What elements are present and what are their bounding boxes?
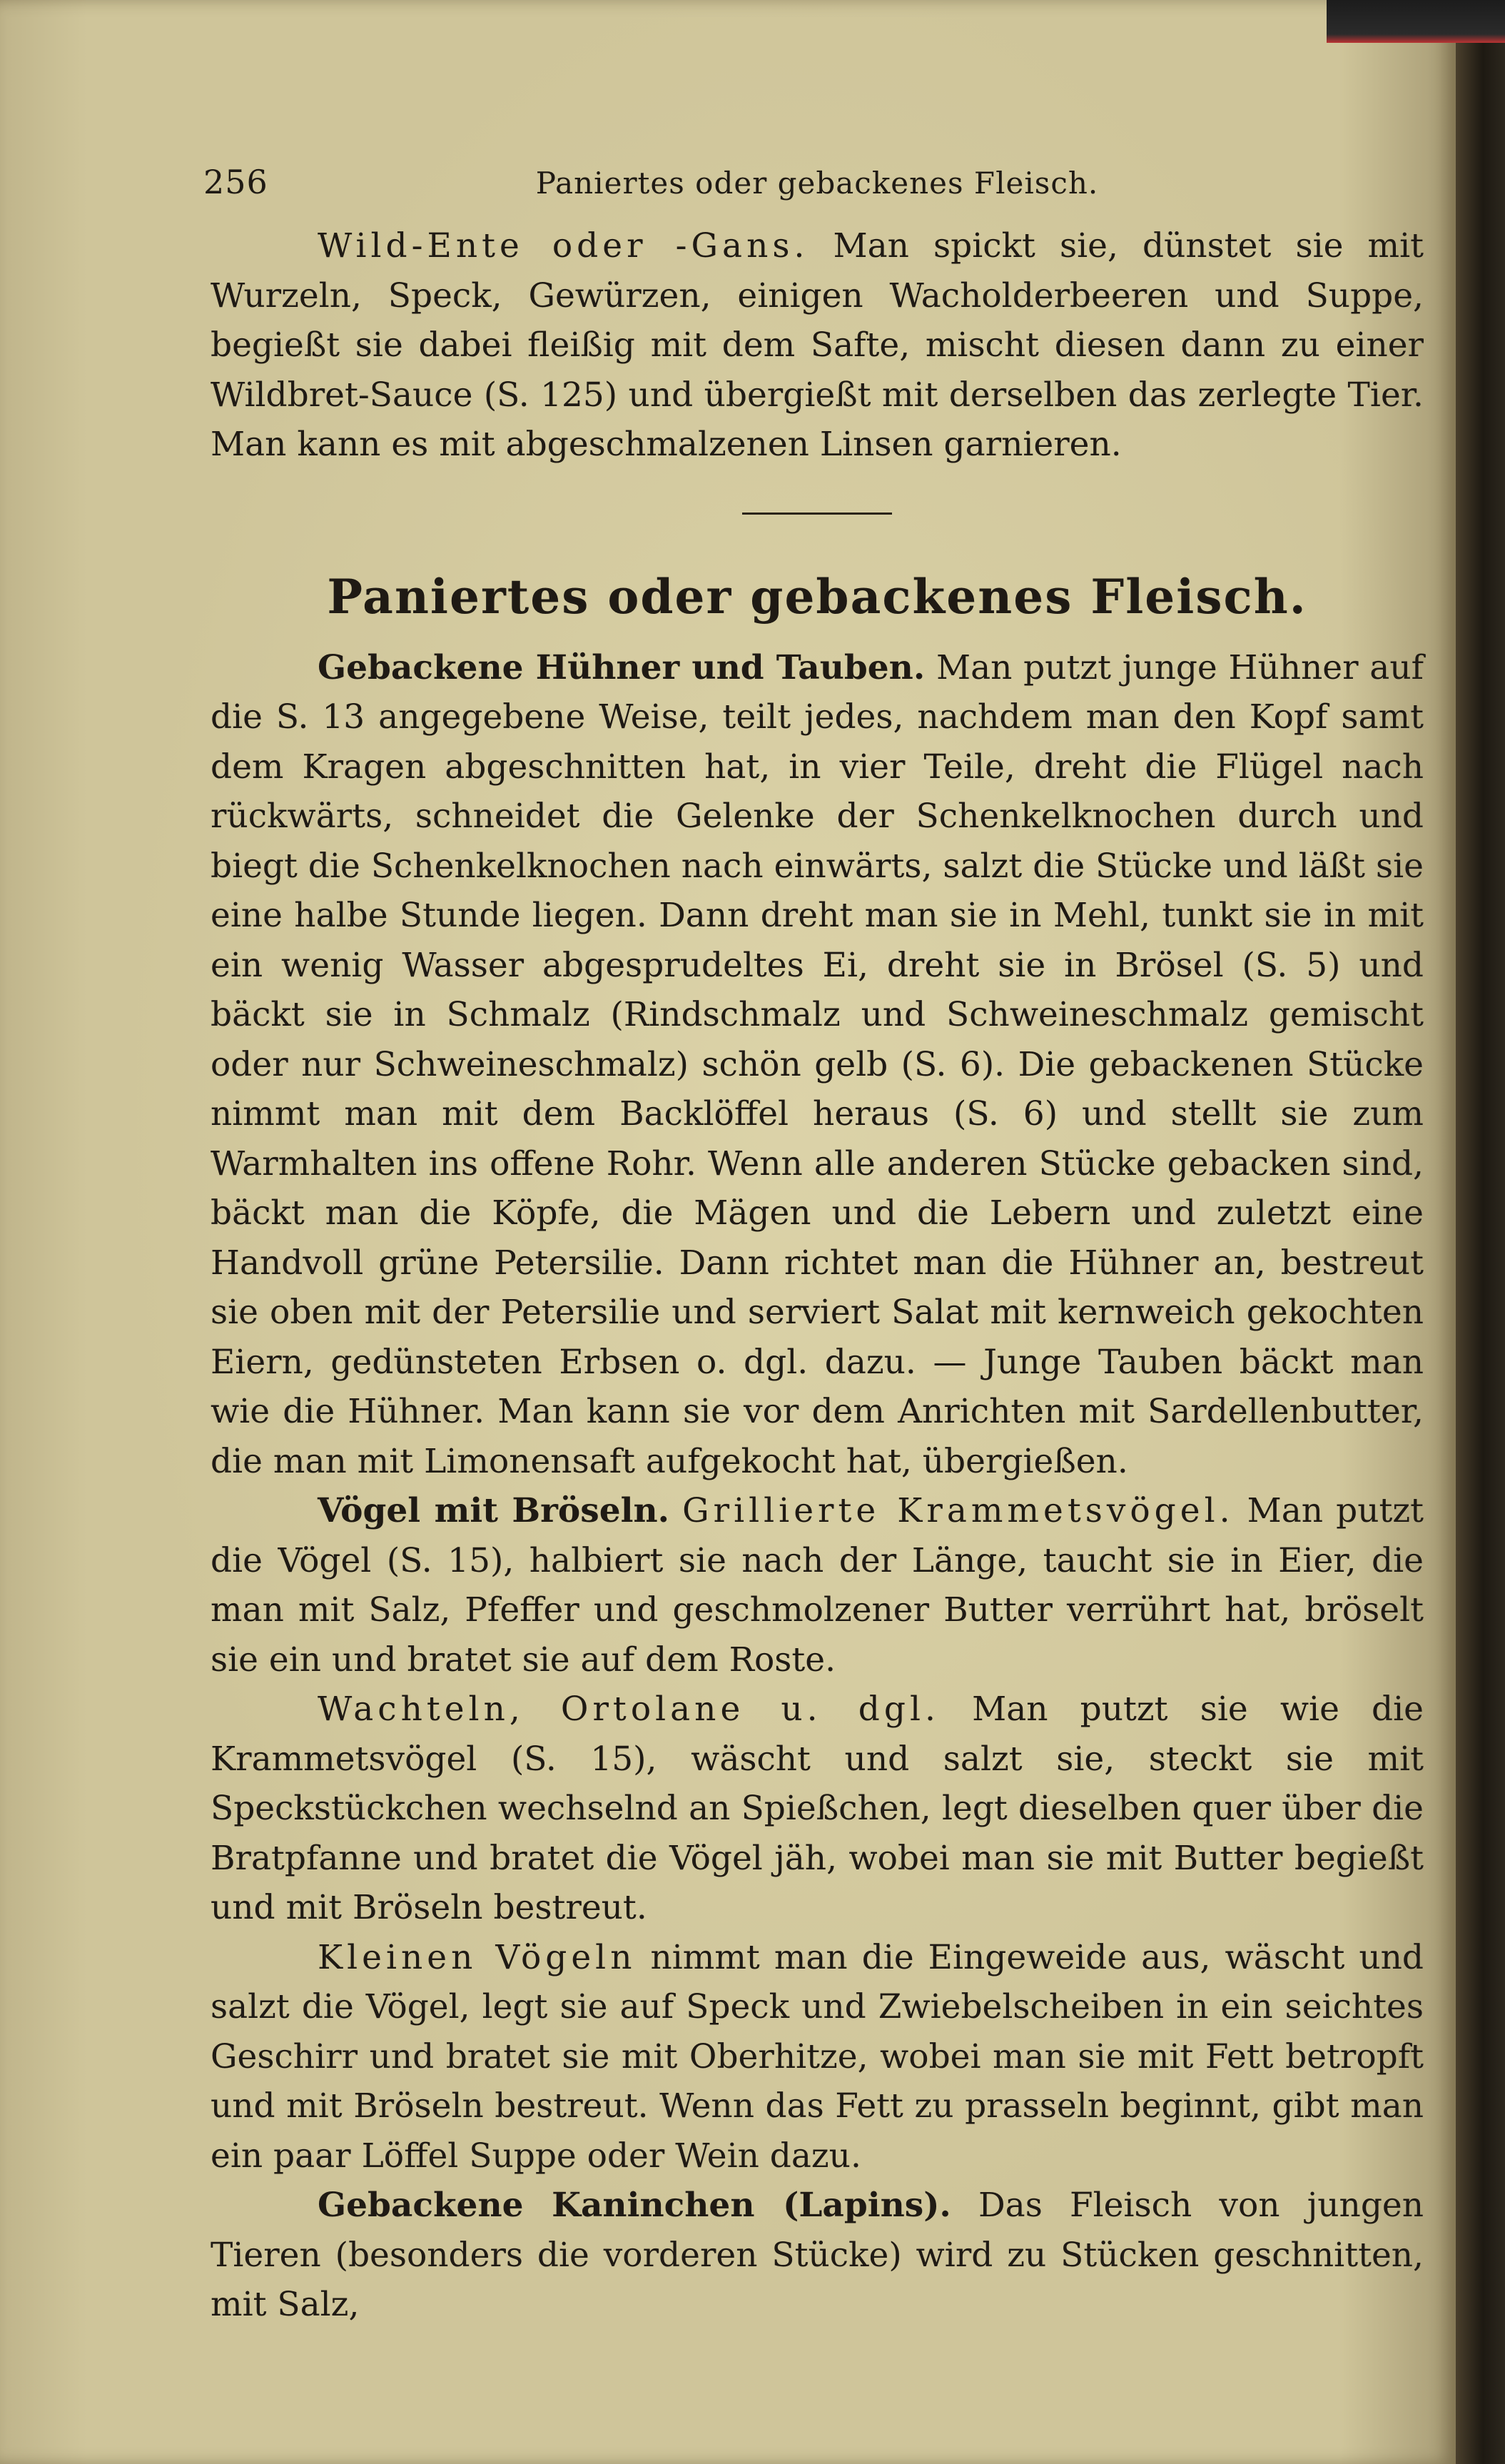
book-spine bbox=[1456, 0, 1505, 2464]
running-title: Paniertes oder gebackenes Fleisch. bbox=[535, 166, 1099, 201]
recipe-paragraph bbox=[211, 1486, 1424, 1685]
intro-paragraph bbox=[211, 221, 1424, 470]
intro-text: Man spickt sie, dünstet sie mit Wurzeln, Speck, Gewürzen, einigen Wacholderbeeren und Suppe, begießt sie dabei fleißig mit dem Safte, mischt diesen dann zu einer Wildbret-Sauce (S. 125) und übergießt mit derselben das zerlegte Tier. Man kann es mit abgeschmalzenen Linsen garnieren. bbox=[211, 226, 1424, 464]
recipe-lead: Gebackene Hühner und Tauben. bbox=[318, 647, 926, 687]
intro-lead: Wild-Ente oder -Gans. bbox=[318, 226, 809, 266]
recipe-text: Das Fleisch von jungen Tieren (besonders die vorderen Stücke) wird zu Stücken geschnitten, mit Salz, bbox=[211, 2186, 1424, 2324]
recipe-sublead: Wachteln, Ortolane u. dgl. bbox=[318, 1690, 940, 1729]
recipe-lead: Gebackene Kaninchen (Lapins). bbox=[318, 2186, 951, 2225]
recipe-paragraph bbox=[211, 1933, 1424, 2181]
recipe-paragraph bbox=[211, 643, 1424, 1487]
recipe-text: Man putzt junge Hühner auf die S. 13 angegebene Weise, teilt jedes, nachdem man den Kopf samt dem Kragen abgeschnitten hat, in vier Teile, dreht die Flügel nach rückwärts, schneidet die Gelenke der Schenkelknochen durch und biegt die Schenkelknochen nach einwärts, salzt die Stücke und läßt sie eine halbe Stunde liegen. Dann dreht man sie in Mehl, tunkt sie in mit ein wenig Wasser abgesprudeltes Ei, dreht sie in Brösel (S. 5) und bäckt sie in Schmalz (Rindschmalz und Schweineschmalz gemischt oder nur Schweineschmalz) schön gelb (S. 6). Die gebackenen Stücke nimmt man mit dem Backlöffel heraus (S. 6) und stellt sie zum Warmhalten ins offene Rohr. Wenn alle anderen Stücke gebacken sind, bäckt man die Köpfe, die Mägen und die Lebern und zuletzt eine Handvoll grüne Petersilie. Dann richtet man die Hühner an, bestreut sie oben mit der Petersilie und serviert Salat mit kernweich gekochten Eiern, gedünsteten Erbsen o. dgl. dazu. — Junge Tauben bäckt man wie die Hühner. Man kann sie vor dem Anrichten mit Sardellenbutter, die man mit Limonensaft aufgekocht hat, übergießen. bbox=[211, 647, 1424, 1481]
recipe-sublead: Grillierte Krammetsvögel. bbox=[682, 1491, 1235, 1530]
recipe-text: Man putzt die Vögel (S. 15), halbiert sie nach der Länge, taucht sie in Eier, die man mit Salz, Pfeffer und geschmolzener Butter verrührt hat, bröselt sie ein und bratet sie auf dem Roste. bbox=[211, 1491, 1424, 1680]
recipe-paragraph bbox=[211, 2181, 1424, 2330]
page-content bbox=[203, 143, 1424, 2330]
section-title: Paniertes oder gebackenes Fleisch. bbox=[327, 568, 1307, 625]
recipe-text: Man putzt sie wie die Krammetsvögel (S. 15), wäscht und salzt sie, steckt sie mit Speckstückchen wechselnd an Spießchen, legt dieselben quer über die Bratpfanne und bratet die Vögel jäh, wobei man sie mit Butter begießt und mit Bröseln bestreut. bbox=[211, 1690, 1424, 1927]
recipe-lead: Vögel mit Bröseln. bbox=[318, 1491, 669, 1530]
page-header bbox=[203, 143, 1424, 221]
recipe-paragraph bbox=[211, 1685, 1424, 1933]
bookmark-tab bbox=[1327, 0, 1505, 43]
section-divider bbox=[742, 513, 892, 515]
recipe-text: nimmt man die Eingeweide aus, wäscht und salzt die Vögel, legt sie auf Speck und Zwiebelscheiben in ein seichtes Geschirr und bratet sie mit Oberhitze, wobei man sie mit Fett betropft und mit Bröseln bestreut. Wenn das Fett zu prasseln beginnt, gibt man ein paar Löffel Suppe oder Wein dazu. bbox=[211, 1937, 1424, 2176]
page-number: 256 bbox=[203, 163, 268, 201]
recipe-sublead: Kleinen Vögeln bbox=[318, 1937, 637, 1977]
